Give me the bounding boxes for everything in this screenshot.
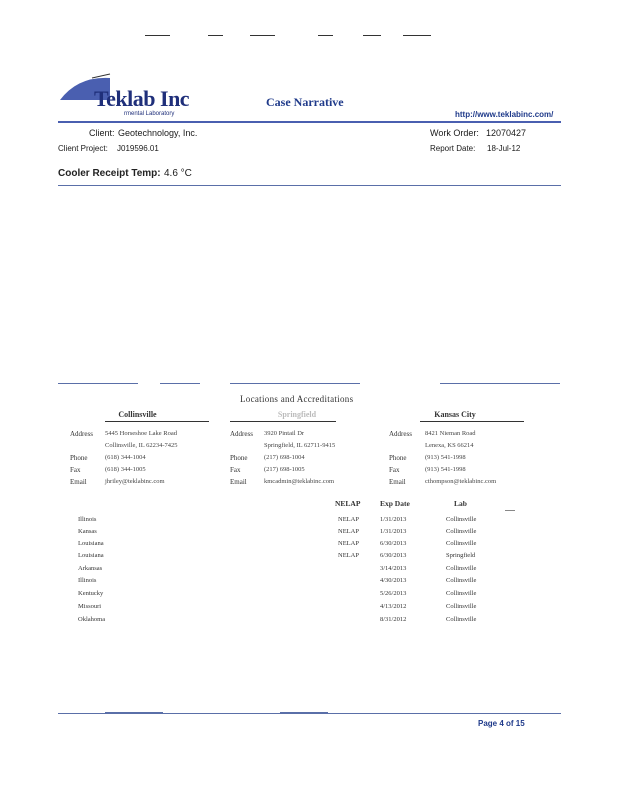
lab-cell: Collinsville: [446, 540, 477, 547]
fax-value: (913) 541-1998: [425, 466, 466, 473]
exp-cell: 1/31/2013: [380, 528, 407, 535]
phone-value: (618) 344-1004: [105, 454, 146, 461]
col-header-exp-date: Exp Date: [380, 499, 410, 508]
site-underline: [230, 421, 336, 422]
exp-cell: 4/30/2013: [380, 577, 407, 584]
lab-cell: Collinsville: [446, 590, 477, 597]
lab-cell: Springfield: [446, 552, 476, 559]
scan-mark: [145, 35, 170, 36]
page-title: Case Narrative: [266, 95, 344, 109]
address-label: Address: [70, 430, 93, 438]
section-rule-seg: [230, 383, 360, 384]
site-name-springfield: Springfield: [277, 410, 317, 419]
footer-rule-seg: [280, 712, 328, 714]
lab-cell: Collinsville: [446, 603, 477, 610]
footer-rule-seg: [105, 712, 163, 714]
state-cell: Illinois: [78, 516, 97, 523]
email-value[interactable]: cthompson@teklabinc.com: [425, 478, 497, 485]
exp-cell: 6/30/2013: [380, 552, 407, 559]
address-label: Address: [389, 430, 412, 438]
section-rule-seg: [440, 383, 560, 384]
site-underline: [420, 421, 524, 422]
nelap-cell: NELAP: [338, 516, 359, 523]
phone-label: Phone: [230, 454, 248, 462]
email-label: Email: [230, 478, 247, 486]
scan-mark: [363, 35, 381, 36]
exp-cell: 8/31/2012: [380, 616, 407, 623]
project-value: J019596.01: [117, 144, 159, 153]
client-label: Client:: [89, 128, 115, 138]
email-label: Email: [70, 478, 87, 486]
address-line1: 8421 Nieman Road: [425, 430, 476, 437]
cooler-value: 4.6 °C: [164, 168, 192, 179]
report-date-value: 18-Jul-12: [487, 144, 521, 153]
project-label: Client Project:: [58, 144, 108, 153]
exp-cell: 6/30/2013: [380, 540, 407, 547]
scan-mark: [505, 510, 515, 511]
address-line2: Collinsville, IL 62234-7425: [105, 442, 178, 449]
fax-label: Fax: [70, 466, 81, 474]
exp-cell: 3/14/2013: [380, 565, 407, 572]
scan-mark: [250, 35, 275, 36]
fax-value: (618) 344-1005: [105, 466, 146, 473]
exp-cell: 1/31/2013: [380, 516, 407, 523]
scan-mark: [403, 35, 431, 36]
header-rule: [58, 121, 561, 123]
fax-label: Fax: [230, 466, 241, 474]
col-header-lab: Lab: [454, 499, 467, 508]
section-rule: [58, 185, 561, 186]
state-cell: Illinois: [78, 577, 97, 584]
lab-cell: Collinsville: [446, 565, 477, 572]
report-date-label: Report Date:: [430, 144, 476, 153]
address-label: Address: [230, 430, 253, 438]
page-number: Page 4 of 15: [478, 719, 525, 728]
state-cell: Kentucky: [78, 590, 104, 597]
company-logo: [58, 72, 198, 122]
scan-mark: [208, 35, 223, 36]
col-header-nelap: NELAP: [335, 499, 361, 508]
email-label: Email: [389, 478, 406, 486]
state-cell: Missouri: [78, 603, 102, 610]
exp-cell: 5/26/2013: [380, 590, 407, 597]
state-cell: Louisiana: [78, 552, 104, 559]
phone-value: (217) 698-1004: [264, 454, 305, 461]
email-value[interactable]: jhriley@teklabinc.com: [105, 478, 165, 485]
section-rule-seg: [160, 383, 200, 384]
nelap-cell: NELAP: [338, 552, 359, 559]
locations-title: Locations and Accreditations: [240, 394, 354, 404]
exp-cell: 4/13/2012: [380, 603, 407, 610]
phone-label: Phone: [389, 454, 407, 462]
address-line2: Lenexa, KS 66214: [425, 442, 474, 449]
phone-label: Phone: [70, 454, 88, 462]
fax-value: (217) 698-1005: [264, 466, 305, 473]
lab-cell: Collinsville: [446, 516, 477, 523]
lab-cell: Collinsville: [446, 577, 477, 584]
state-cell: Oklahoma: [78, 616, 106, 623]
logo-text: Teklab Inc: [94, 86, 190, 111]
section-rule-seg: [58, 383, 138, 384]
site-name-collinsville: Collinsville: [118, 410, 157, 419]
nelap-cell: NELAP: [338, 528, 359, 535]
state-cell: Kansas: [78, 528, 97, 535]
scan-mark: [318, 35, 333, 36]
client-value: Geotechnology, Inc.: [118, 128, 198, 138]
logo-subtitle: rmental Laboratory: [124, 111, 175, 117]
address-line1: 5445 Horseshoe Lake Road: [105, 430, 178, 437]
phone-value: (913) 541-1998: [425, 454, 466, 461]
lab-cell: Collinsville: [446, 616, 477, 623]
address-line1: 3920 Pintail Dr: [264, 430, 305, 437]
website-link[interactable]: http://www.teklabinc.com/: [455, 110, 554, 119]
lab-cell: Collinsville: [446, 528, 477, 535]
nelap-cell: NELAP: [338, 540, 359, 547]
state-cell: Louisiana: [78, 540, 104, 547]
work-order-value: 12070427: [486, 128, 527, 138]
cooler-label: Cooler Receipt Temp:: [58, 168, 161, 179]
address-line2: Springfield, IL 62711-9415: [264, 442, 336, 449]
site-name-kansas-city: Kansas City: [434, 410, 476, 419]
state-cell: Arkansas: [78, 565, 103, 572]
fax-label: Fax: [389, 466, 400, 474]
site-underline: [105, 421, 209, 422]
email-value[interactable]: kmcadmin@teklabinc.com: [264, 478, 335, 485]
work-order-label: Work Order:: [430, 128, 479, 138]
